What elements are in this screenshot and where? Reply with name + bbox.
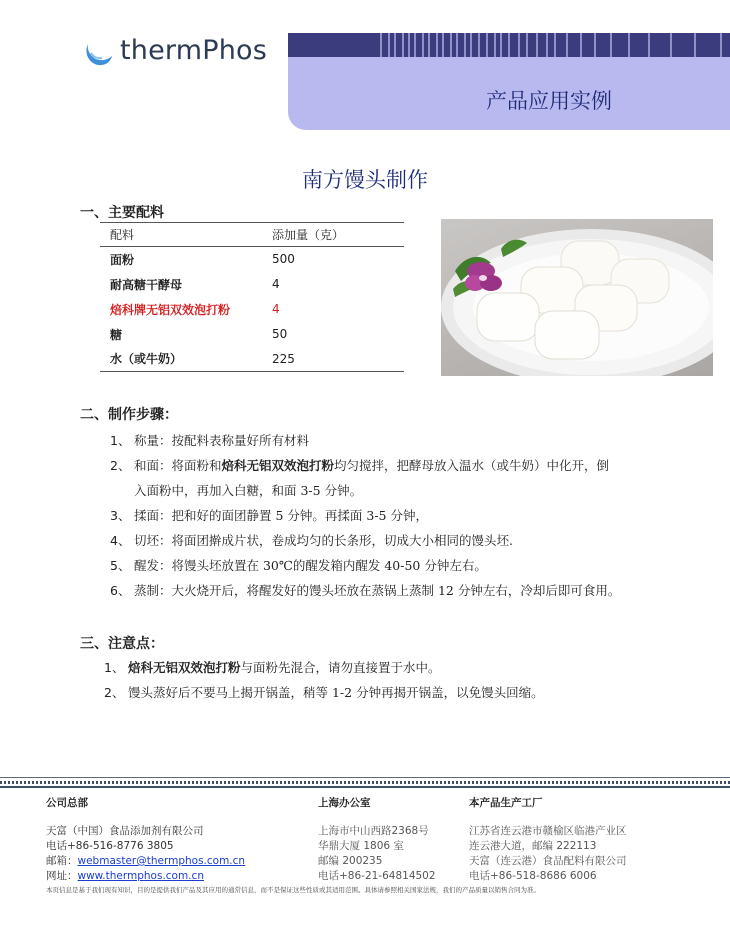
notes-heading: 三、注意点： (80, 636, 164, 652)
note-text: 焙科无铝双效泡打粉与面粉先混合，请勿直接置于水中。 (128, 660, 441, 675)
step-text: 切坯：将面团擀成片状，卷成均匀的长条形，切成大小相同的馒头坯. (134, 533, 513, 548)
table-row (100, 272, 404, 297)
list-item (110, 428, 670, 453)
step-number: 4、 (110, 533, 131, 548)
steps-heading: 二、制作步骤： (80, 407, 178, 423)
list-item (104, 680, 684, 705)
step-number: 2、 (110, 458, 131, 473)
footer-line: 天富（连云港）食品配料有限公司 (469, 855, 627, 867)
product-name-bold: 焙科无铝双效泡打粉 (128, 660, 241, 675)
step-text: 和面：将面粉和焙科无铝双效泡打粉均匀搅拌，把酵母放入温水（或牛奶）中化开，倒 (134, 458, 610, 473)
header-banner (288, 57, 730, 130)
column-header: 添加量（克） (262, 223, 404, 247)
step-number: 1、 (110, 433, 131, 448)
list-item (104, 655, 684, 680)
step-text: 称量：按配料表称量好所有材料 (134, 433, 310, 448)
list-item (110, 553, 670, 578)
table-row (100, 247, 404, 272)
footer-email-row: 邮箱：webmaster@thermphos.com.cn (46, 855, 246, 867)
step-text: 揉面：把和好的面团静置 5 分钟。再揉面 3-5 分钟， (134, 508, 428, 523)
ingredient-name: 水（或牛奶） (100, 347, 262, 372)
footer-divider (0, 781, 730, 784)
note-text: 馒头蒸好后不要马上揭开锅盖，稍等 1-2 分钟再揭开锅盖，以免馒头回缩。 (128, 685, 544, 700)
document-title: 南方馒头制作 (302, 168, 428, 192)
ingredient-name: 糖 (110, 327, 123, 342)
logo-text: thermPhos (120, 34, 268, 66)
list-item (110, 453, 670, 478)
steps-list (110, 428, 670, 603)
ingredients-table (100, 222, 404, 372)
ingredient-name: 耐高糖干酵母 (110, 277, 183, 292)
step-text: 蒸制：大火烧开后，将醒发好的馒头坯放在蒸锅上蒸制 12 分钟左右，冷却后即可食用。 (134, 583, 621, 598)
product-name-bold: 焙科无铝双效泡打粉 (221, 458, 335, 473)
footer-line: 连云港大道，邮编 222113 (469, 840, 597, 852)
footer-line: 电话+86-21-64814502 (318, 870, 436, 882)
ingredient-amount: 4 (272, 277, 280, 291)
footer-line: 邮编 200235 (318, 855, 383, 867)
step-text: 醒发：将馒头坯放置在 30℃的醒发箱内醒发 40-50 分钟左右。 (134, 558, 487, 573)
list-item (110, 528, 670, 553)
list-item (110, 503, 670, 528)
footer-factory (469, 796, 627, 884)
ingredient-amount: 4 (272, 302, 280, 316)
notes-list (104, 655, 684, 705)
footer-line: 江苏省连云港市赣榆区临港产业区 (469, 825, 627, 837)
footer-shanghai-heading: 上海办公室 (318, 797, 371, 809)
ingredient-amount: 225 (262, 347, 404, 372)
company-logo (82, 30, 267, 70)
list-item (110, 578, 670, 603)
column-header: 配料 (100, 223, 262, 247)
table-row-highlighted (100, 297, 404, 322)
footer-line: 华鼎大厦 1806 室 (318, 840, 404, 852)
step-number: 3、 (110, 508, 131, 523)
ingredient-amount: 500 (272, 252, 295, 267)
footer-shanghai (318, 796, 436, 884)
table-row (100, 322, 404, 347)
footer-line: 上海市中山西路2368号 (318, 825, 429, 837)
banner-stripe-bar (288, 33, 730, 57)
banner-title: 产品应用实例 (486, 89, 612, 113)
footer-hq-heading: 公司总部 (46, 797, 88, 809)
table-row (100, 347, 404, 372)
footer-hq (46, 796, 245, 884)
footer-divider (0, 786, 730, 788)
website-link[interactable]: www.thermphos.com.cn (77, 870, 204, 882)
email-link[interactable]: webmaster@thermphos.com.cn (77, 855, 246, 867)
ingredient-amount: 50 (272, 327, 288, 341)
table-header-row (100, 223, 404, 247)
footer-web-row: 网址：www.thermphos.com.cn (46, 870, 204, 882)
footer-factory-heading: 本产品生产工厂 (469, 797, 543, 809)
step-number: 5、 (110, 558, 131, 573)
ingredient-name: 面粉 (110, 252, 135, 267)
footer-divider (0, 777, 730, 778)
logo-swirl-icon (82, 30, 112, 70)
ingredient-name: 焙科牌无铝双效泡打粉 (110, 302, 231, 317)
step-continuation: 入面粉中，再加入白糖，和面 3-5 分钟。 (134, 483, 363, 498)
footer-line: 电话+86-518-8686 6006 (469, 870, 597, 882)
note-number: 1、 (104, 660, 125, 675)
note-number: 2、 (104, 685, 125, 700)
ingredients-heading: 一、主要配料 (80, 205, 164, 221)
footer-disclaimer: 本页信息是基于我们现有知识，目的是提供我们产品及其应用的通常信息，而不是保证这些性质或其适用范围。具体请参照相关国家法规，我们的产品质量以销售合同为准。 (46, 886, 540, 894)
footer-company: 天富（中国）食品添加剂有限公司 (46, 825, 204, 837)
footer-phone: 电话+86-516-8776 3805 (46, 840, 174, 852)
step-number: 6、 (110, 583, 131, 598)
steamed-buns-photo (441, 219, 713, 376)
